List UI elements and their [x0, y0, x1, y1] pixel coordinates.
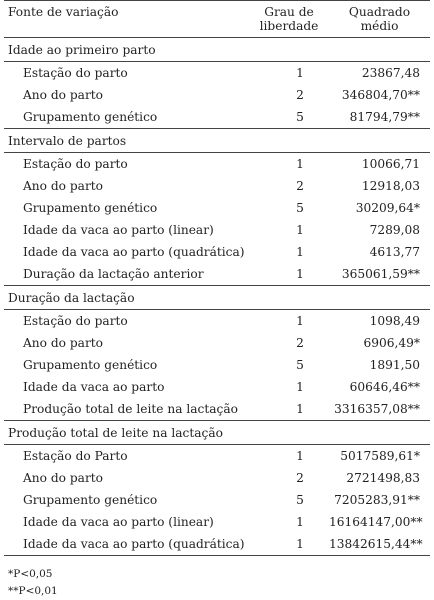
header-grau-de-liberdade: Grau de liberdade [259, 5, 319, 33]
row-label: Ano do parto [23, 179, 104, 193]
row-degrees-of-freedom: 1 [249, 533, 329, 556]
row-mean-square: 365061,59** [341, 267, 420, 281]
footnotes [4, 566, 430, 600]
table-row [4, 310, 430, 333]
table-row [4, 219, 430, 241]
row-label: Idade da vaca ao parto (quadrática) [4, 533, 249, 556]
header-fonte-de-variacao: Fonte de variação [8, 5, 119, 19]
row-mean-square: 7205283,91** [334, 493, 420, 507]
table-row [4, 84, 430, 106]
row-degrees-of-freedom: 1 [296, 515, 304, 529]
row-degrees-of-freedom: 2 [296, 471, 304, 485]
row-mean-square: 23867,48 [361, 66, 420, 80]
row-label: Idade da vaca ao parto (linear) [23, 515, 214, 529]
row-label: Ano do parto [23, 88, 104, 102]
row-label: Estação do parto [23, 314, 128, 328]
row-mean-square: 4613,77 [369, 245, 420, 259]
section-title: Duração da lactação [4, 286, 430, 310]
table-header-row [4, 1, 430, 38]
row-label: Grupamento genético [23, 493, 158, 507]
section-header-row [4, 129, 430, 153]
row-mean-square: 346804,70** [341, 88, 420, 102]
row-mean-square: 3316357,08** [334, 402, 420, 416]
row-label: Ano do parto [23, 471, 104, 485]
table-row [4, 398, 430, 421]
row-label: Ano do parto [23, 336, 104, 350]
section-title: Produção total de leite na lactação [4, 421, 430, 445]
table-row [4, 489, 430, 511]
section-title: Intervalo de partos [4, 129, 430, 153]
row-degrees-of-freedom: 1 [296, 157, 304, 171]
row-mean-square: 81794,79** [349, 110, 420, 124]
row-degrees-of-freedom: 1 [296, 314, 304, 328]
row-degrees-of-freedom: 2 [296, 336, 304, 350]
header-quadrado-medio: Quadrado médio [348, 5, 411, 33]
table-row [4, 197, 430, 219]
row-degrees-of-freedom: 1 [296, 245, 304, 259]
section-title: Idade ao primeiro parto [4, 38, 430, 62]
row-label: Grupamento genético [23, 358, 158, 372]
table-row [4, 153, 430, 176]
row-degrees-of-freedom: 1 [296, 223, 304, 237]
row-degrees-of-freedom: 1 [296, 449, 304, 463]
table-row [4, 467, 430, 489]
section-header-row [4, 38, 430, 62]
table-row [4, 241, 430, 263]
row-label: Estação do parto [23, 157, 128, 171]
row-degrees-of-freedom: 2 [296, 179, 304, 193]
footnote-p01: **P<0,01 [8, 585, 58, 597]
table-row [4, 62, 430, 85]
table-row [4, 445, 430, 468]
table-row [4, 263, 430, 286]
row-label: Idade da vaca ao parto [23, 380, 165, 394]
anova-table [4, 0, 430, 556]
row-mean-square: 12918,03 [361, 179, 420, 193]
footnote-p05: *P<0,05 [8, 568, 53, 580]
row-degrees-of-freedom: 2 [296, 88, 304, 102]
row-degrees-of-freedom: 5 [296, 358, 304, 372]
row-label: Duração da lactação anterior [23, 267, 204, 281]
row-label: Idade da vaca ao parto (linear) [23, 223, 214, 237]
row-mean-square: 2721498,83 [346, 471, 420, 485]
row-degrees-of-freedom: 1 [296, 66, 304, 80]
row-mean-square: 13842615,44** [329, 533, 430, 556]
row-mean-square: 5017589,61* [340, 449, 420, 463]
row-label: Estação do Parto [23, 449, 128, 463]
row-label: Produção total de leite na lactação [23, 402, 238, 416]
row-label: Idade da vaca ao parto (quadrática) [23, 245, 245, 259]
row-mean-square: 10066,71 [361, 157, 420, 171]
table-row [4, 106, 430, 129]
row-mean-square: 16164147,00** [329, 515, 423, 529]
row-mean-square: 30209,64* [355, 201, 420, 215]
table-row [4, 533, 430, 556]
table-row [4, 511, 430, 533]
row-degrees-of-freedom: 5 [296, 110, 304, 124]
table-row [4, 175, 430, 197]
table-row [4, 376, 430, 398]
section-header-row [4, 286, 430, 310]
row-mean-square: 7289,08 [369, 223, 420, 237]
row-degrees-of-freedom: 5 [296, 493, 304, 507]
row-label: Estação do parto [23, 66, 128, 80]
row-mean-square: 1098,49 [369, 314, 420, 328]
table-row [4, 332, 430, 354]
row-degrees-of-freedom: 1 [296, 380, 304, 394]
row-label: Grupamento genético [23, 201, 158, 215]
row-degrees-of-freedom: 1 [296, 267, 304, 281]
row-label: Grupamento genético [23, 110, 158, 124]
row-degrees-of-freedom: 5 [296, 201, 304, 215]
row-mean-square: 1891,50 [369, 358, 420, 372]
table-body [4, 38, 430, 556]
table-row [4, 354, 430, 376]
row-mean-square: 6906,49* [363, 336, 420, 350]
anova-table-container [4, 0, 430, 600]
row-mean-square: 60646,46** [349, 380, 420, 394]
row-degrees-of-freedom: 1 [296, 402, 304, 416]
section-header-row [4, 421, 430, 445]
